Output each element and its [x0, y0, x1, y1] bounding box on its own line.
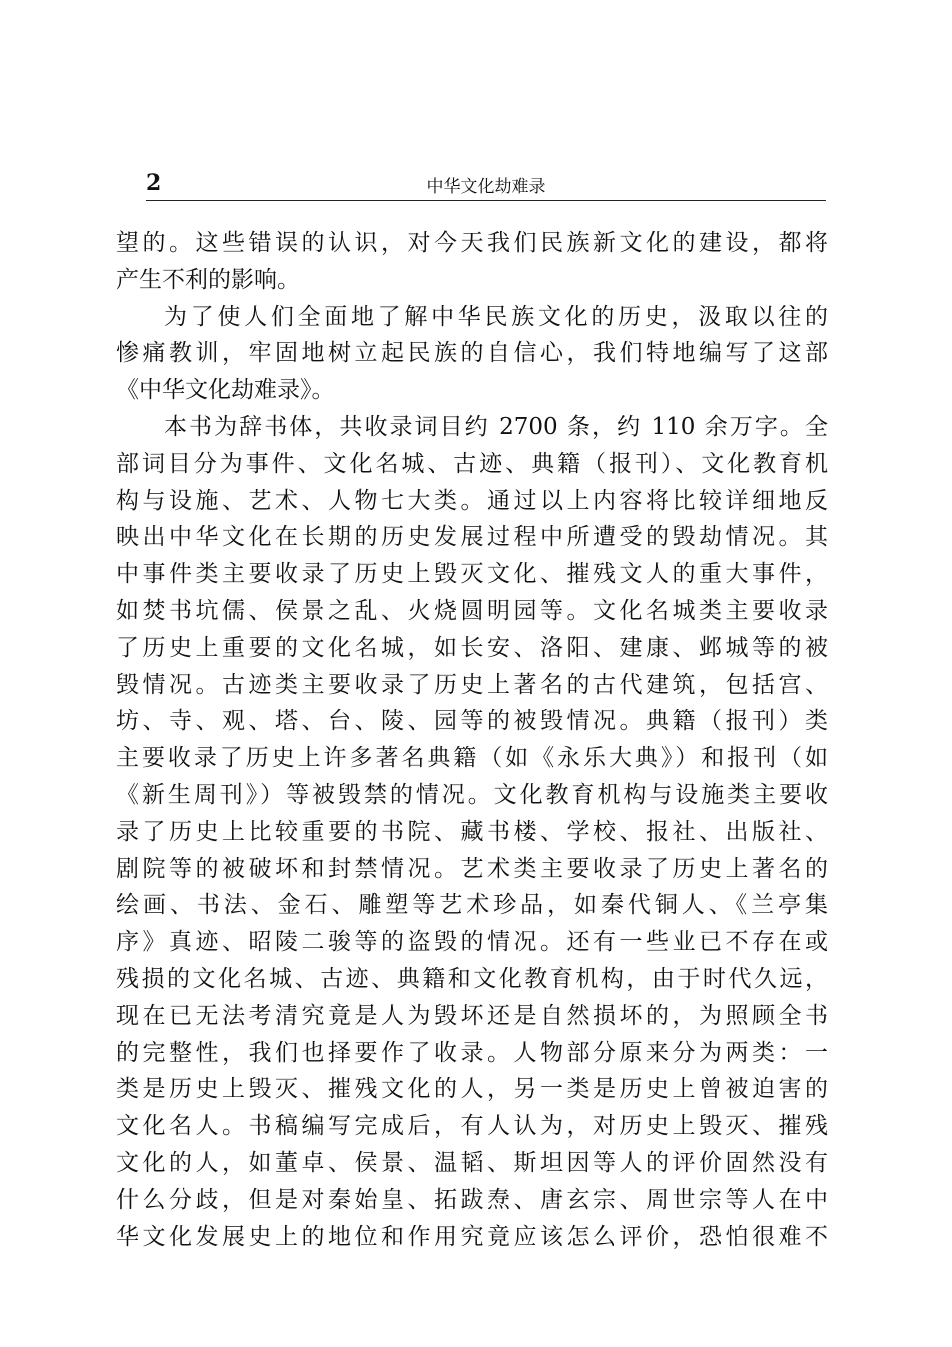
- text-line: 毁情况。古迹类主要收录了历史上著名的古代建筑，包括宫、: [116, 671, 828, 698]
- text-line: 中事件类主要收录了历史上毁灭文化、摧残文人的重大事件，: [116, 561, 828, 588]
- text-line: 现在已无法考清究竟是人为毁坏还是自然损坏的，为照顾全书: [116, 1002, 828, 1029]
- text-line: 坊、寺、观、塔、台、陵、园等的被毁情况。典籍（报刊）类: [116, 708, 828, 735]
- page-number: 2: [146, 170, 162, 196]
- body-text: [116, 225, 828, 1255]
- text-line: 类是历史上毁灭、摧残文化的人，另一类是历史上曾被迫害的: [116, 1076, 828, 1103]
- text-line: 本书为辞书体，共收录词目约 2700 条，约 110 余万字。全: [164, 413, 828, 440]
- text-line: 《新生周刊》）等被毁禁的情况。文化教育机构与设施类主要收: [116, 781, 828, 808]
- text-line: 望的。这些错误的认识，对今天我们民族新文化的建设，都将: [116, 230, 828, 256]
- text-line: 主要收录了历史上许多著名典籍（如《永乐大典》）和报刊（如: [116, 745, 828, 772]
- text-line: 惨痛教训，牢固地树立起民族的自信心，我们特地编写了这部: [116, 340, 828, 367]
- page-header: [146, 170, 826, 200]
- text-line: 的完整性，我们也择要作了收录。人物部分原来分为两类：一: [116, 1039, 828, 1066]
- text-line: 录了历史上比较重要的书院、藏书楼、学校、报社、出版社、: [116, 818, 828, 845]
- text-line: 文化名人。书稿编写完成后，有人认为，对历史上毁灭、摧残: [116, 1113, 828, 1140]
- text-line: 华文化发展史上的地位和作用究竟应该怎么评价，恐怕很难不: [116, 1223, 828, 1250]
- text-line: 绘画、书法、金石、雕塑等艺术珍品，如秦代铜人、《兰亭集: [116, 892, 828, 919]
- text-line: 映出中华文化在长期的历史发展过程中所遭受的毁劫情况。其: [116, 524, 828, 551]
- text-line: 序》真迹、昭陵二骏等的盗毁的情况。还有一些业已不存在或: [116, 929, 828, 956]
- text-line: 了历史上重要的文化名城，如长安、洛阳、建康、邺城等的被: [116, 634, 828, 661]
- text-line: 什么分歧，但是对秦始皇、拓跋焘、唐玄宗、周世宗等人在中: [116, 1186, 828, 1213]
- text-line: 剧院等的被破坏和封禁情况。艺术类主要收录了历史上著名的: [116, 855, 828, 882]
- text-line: 产生不利的影响。: [116, 266, 300, 293]
- text-line: 部词目分为事件、文化名城、古迹、典籍（报刊）、文化教育机: [116, 450, 828, 477]
- text-line: 文化的人，如董卓、侯景、温韬、斯坦因等人的评价固然没有: [116, 1149, 828, 1176]
- text-line: 为了使人们全面地了解中华民族文化的历史，汲取以往的: [164, 303, 828, 330]
- text-line: 构与设施、艺术、人物七大类。通过以上内容将比较详细地反: [116, 487, 828, 514]
- text-line: 残损的文化名城、古迹、典籍和文化教育机构，由于时代久远，: [116, 965, 828, 992]
- text-line: 如焚书坑儒、侯景之乱、火烧圆明园等。文化名城类主要收录: [116, 597, 828, 624]
- header-rule: [146, 200, 826, 201]
- text-line: 《中华文化劫难录》。: [116, 377, 335, 404]
- running-title: 中华文化劫难录: [426, 177, 546, 197]
